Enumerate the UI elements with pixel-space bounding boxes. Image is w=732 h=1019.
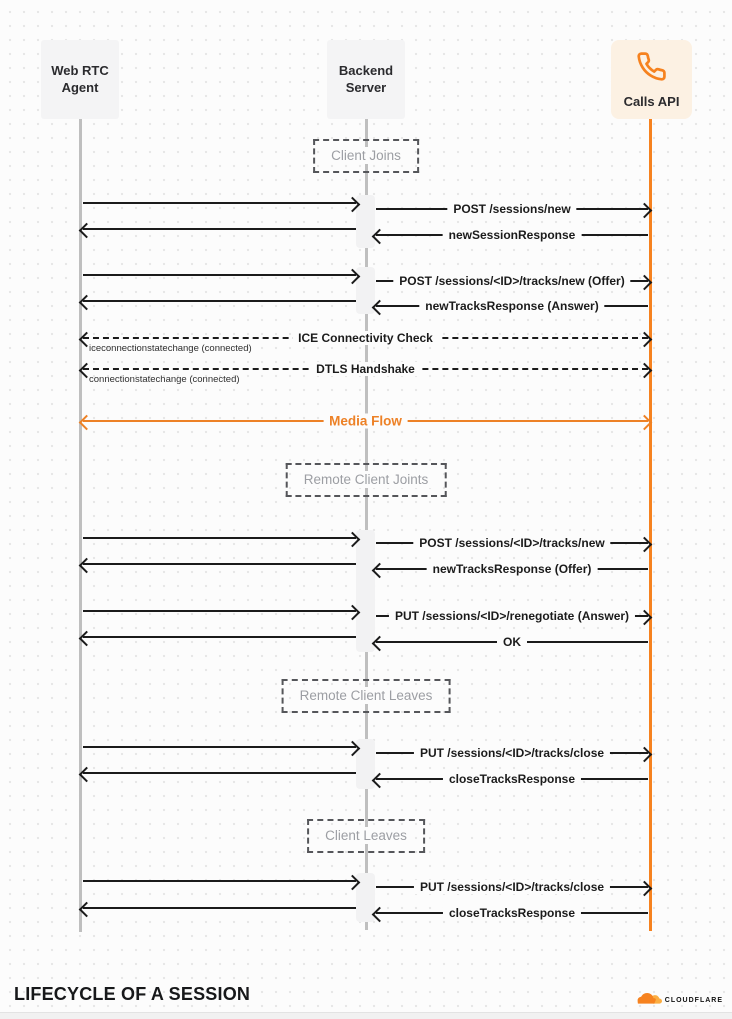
message-arrow [82, 228, 357, 231]
message-arrow [82, 274, 357, 277]
message-label: newSessionResponse [443, 228, 582, 242]
message-arrow [82, 636, 357, 639]
message-arrow [375, 906, 649, 920]
page-title: LIFECYCLE OF A SESSION [14, 984, 251, 1004]
participant-backend-server [327, 40, 405, 119]
message-arrow [82, 202, 357, 205]
message-line [83, 880, 356, 882]
message-arrow [82, 880, 357, 883]
message-label: POST /sessions/<ID>/tracks/new (Offer) [393, 274, 630, 288]
message-label: PUT /sessions/<ID>/renegotiate (Answer) [389, 609, 635, 623]
message-arrow [375, 202, 649, 216]
message-line [83, 610, 356, 612]
participant-label: Backend [338, 62, 394, 78]
message-line [83, 636, 356, 638]
message-line [83, 746, 356, 748]
message-arrow [375, 635, 649, 649]
message-arrow [82, 610, 357, 613]
section-label: Remote Client Leaves [297, 687, 436, 704]
message-label: POST /sessions/<ID>/tracks/new [413, 536, 610, 550]
message-arrow [375, 772, 649, 786]
message-event-note: connectionstatechange (connected) [89, 374, 240, 385]
message-line [83, 300, 356, 302]
message-arrow [82, 300, 357, 303]
message-arrow [375, 880, 649, 894]
message-arrow [82, 772, 357, 775]
message-arrow [82, 537, 357, 540]
message-arrow [375, 536, 649, 550]
message-label: PUT /sessions/<ID>/tracks/close [414, 880, 610, 894]
message-arrow [82, 331, 649, 354]
message-label: closeTracksResponse [443, 906, 581, 920]
section-box [307, 819, 425, 853]
cloudflare-logo-icon [636, 991, 662, 1009]
message-line [83, 772, 356, 774]
message-arrow [82, 563, 357, 566]
section-label: Remote Client Joints [301, 471, 432, 488]
message-label: OK [497, 635, 527, 649]
message-event-note: iceconnectionstatechange (connected) [89, 343, 252, 354]
message-label: ICE Connectivity Check [292, 331, 439, 345]
participant-label: Calls API [623, 93, 680, 109]
section-box [313, 139, 419, 173]
message-arrow [375, 746, 649, 760]
message-label: newTracksResponse (Offer) [427, 562, 598, 576]
bottom-edge-bar [0, 1012, 732, 1019]
lifeline-web-rtc-agent [79, 119, 82, 932]
message-arrow [82, 362, 649, 385]
participant-calls-api [611, 40, 692, 119]
message-arrow [375, 562, 649, 576]
message-line [83, 563, 356, 565]
message-arrow [375, 274, 649, 288]
message-arrow [82, 746, 357, 749]
message-line [83, 228, 356, 230]
message-line [83, 202, 356, 204]
message-label: Media Flow [323, 414, 408, 429]
participant-label: Agent [61, 79, 99, 95]
message-arrow [82, 907, 357, 910]
phone-icon [636, 51, 667, 87]
activation-bar [356, 530, 375, 652]
participant-label: Web RTC [51, 62, 109, 78]
brand-name: CLOUDFLARE [664, 996, 723, 1004]
message-label: PUT /sessions/<ID>/tracks/close [414, 746, 610, 760]
participant-label: Server [345, 79, 387, 95]
section-label: Client Leaves [322, 827, 410, 844]
message-arrow [82, 413, 649, 429]
section-box [282, 679, 451, 713]
cloudflare-brand [636, 991, 723, 1009]
message-arrow [375, 609, 649, 623]
message-line [83, 907, 356, 909]
message-line [83, 537, 356, 539]
participant-web-rtc-agent [41, 40, 119, 119]
message-arrow [375, 299, 649, 313]
section-label: Client Joins [328, 147, 404, 164]
message-label: DTLS Handshake [310, 362, 421, 376]
message-arrow [375, 228, 649, 242]
message-label: POST /sessions/new [447, 202, 576, 216]
message-label: newTracksResponse (Answer) [419, 299, 604, 313]
section-box [286, 463, 447, 497]
lifeline-calls-api [649, 119, 652, 931]
message-line [83, 274, 356, 276]
message-label: closeTracksResponse [443, 772, 581, 786]
